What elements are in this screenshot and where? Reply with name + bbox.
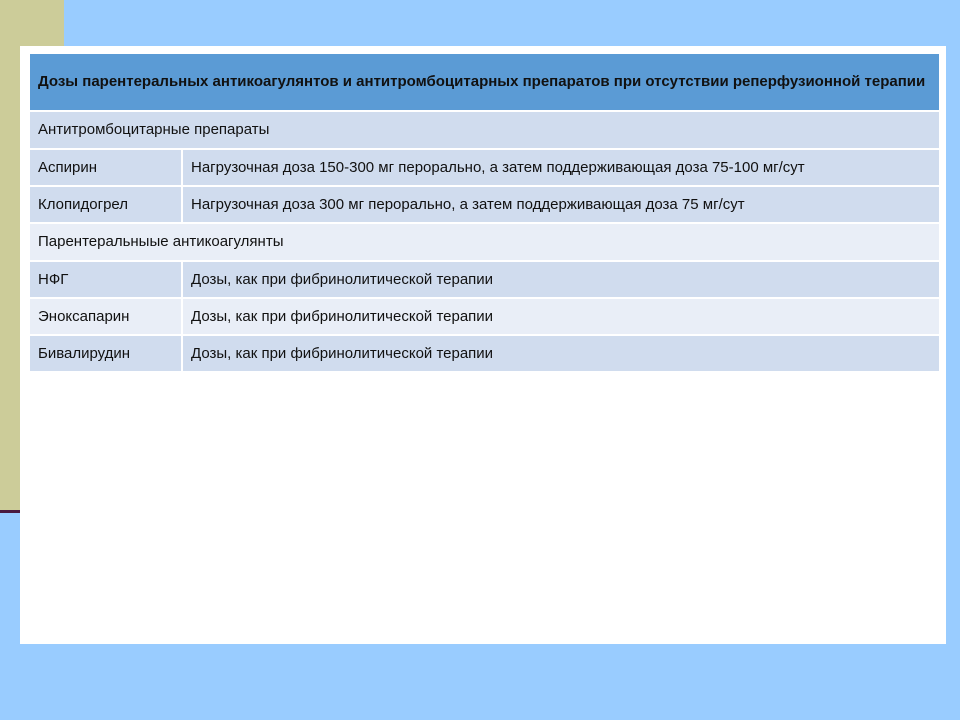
- table-row: [29, 298, 940, 335]
- drug-name: Аспирин: [29, 149, 182, 186]
- section-label-antiplatelet: Антитромбоцитарные препараты: [29, 111, 940, 149]
- table-row: [29, 186, 940, 223]
- drug-name: Клопидогрел: [29, 186, 182, 223]
- slide-panel: [20, 46, 946, 644]
- drug-name: НФГ: [29, 261, 182, 298]
- section-row: [29, 111, 940, 149]
- table-title: Дозы парентеральных антикоагулянтов и антитромбоцитарных препаратов при отсутствии реперфузионной терапии: [29, 53, 940, 111]
- table-header-row: [29, 53, 940, 111]
- dose-table: [28, 52, 941, 373]
- table-row: [29, 335, 940, 372]
- drug-dose: Нагрузочная доза 300 мг перорально, а затем поддерживающая доза 75 мг/сут: [182, 186, 940, 223]
- table-row: [29, 149, 940, 186]
- drug-dose: Дозы, как при фибринолитической терапии: [182, 298, 940, 335]
- section-row: [29, 223, 940, 261]
- drug-dose: Дозы, как при фибринолитической терапии: [182, 261, 940, 298]
- drug-dose: Нагрузочная доза 150-300 мг перорально, а затем поддерживающая доза 75-100 мг/сут: [182, 149, 940, 186]
- drug-dose: Дозы, как при фибринолитической терапии: [182, 335, 940, 372]
- section-label-anticoagulants: Парентеральныые антикоагулянты: [29, 223, 940, 261]
- decorative-accent-line: [0, 510, 20, 513]
- drug-name: Эноксапарин: [29, 298, 182, 335]
- drug-name: Бивалирудин: [29, 335, 182, 372]
- table-row: [29, 261, 940, 298]
